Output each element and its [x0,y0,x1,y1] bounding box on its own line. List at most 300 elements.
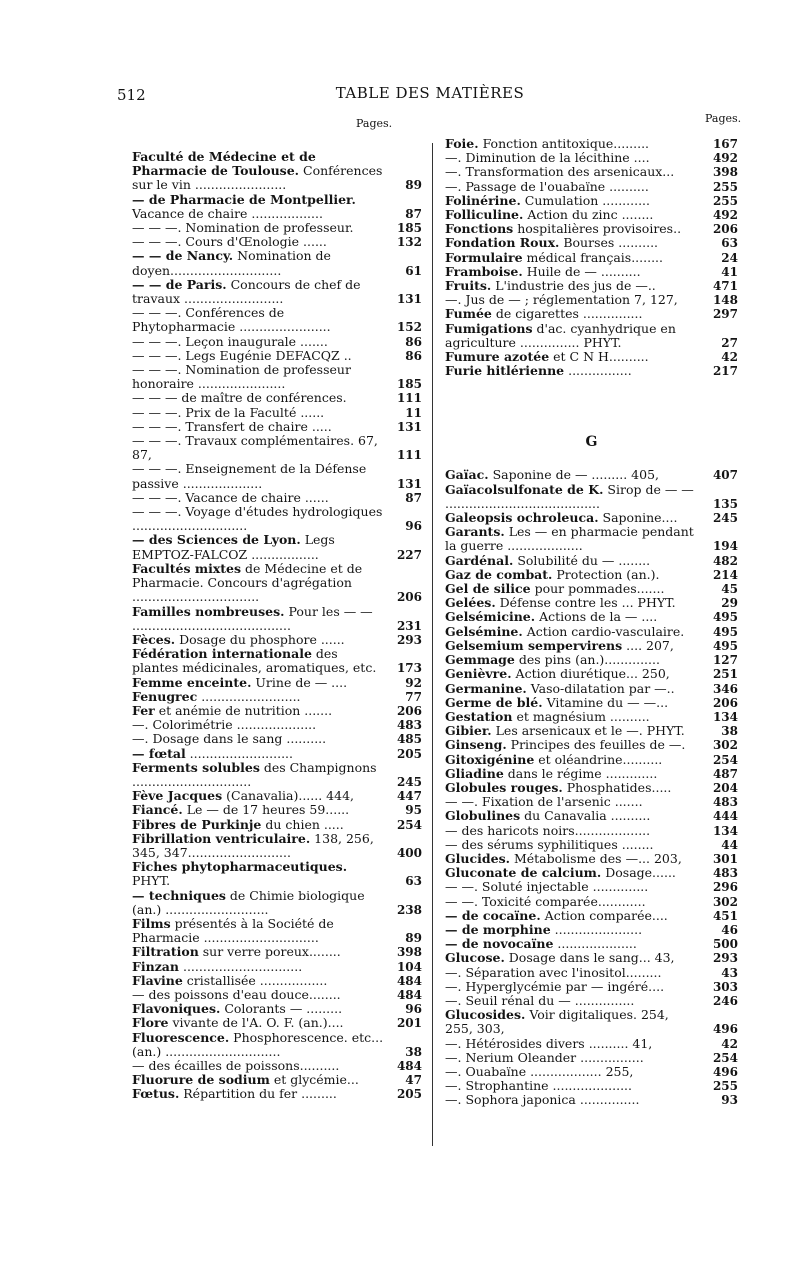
index-entry [132,605,422,633]
entry-text [445,653,700,667]
index-entry [445,653,738,667]
entry-page-number: 38 [721,724,738,739]
entry-text [132,335,384,349]
index-entry [132,647,422,675]
index-entry [445,194,738,208]
entry-page-number: 41 [721,264,738,279]
entry-heading: Fluorescence. [132,1029,230,1045]
entry-page-number: 173 [396,661,422,676]
entry-description: —. Sophora japonica ............... [445,1092,640,1108]
index-entry [445,767,738,781]
entry-page-number: 254 [396,817,422,832]
entry-text [445,364,700,378]
entry-heading: Familles nombreuses. [132,603,285,619]
entry-heading: Gelsémine. [445,623,523,639]
entry-description: PHYT. [132,873,171,889]
entry-description: Phosphorescence. etc... (an.) ............................. [132,1029,384,1059]
entry-text [445,1093,700,1107]
entry-page-number: 496 [712,1064,738,1079]
index-entry [445,151,738,165]
index-entry [445,208,738,222]
index-entry [445,625,738,639]
entry-text [132,718,384,732]
entry-page-number: 407 [712,468,738,483]
entry-description: — — —. Vacance de chaire ...... [132,489,329,505]
entry-heading: Gestation [445,708,513,724]
entry-page-number: 185 [396,221,422,236]
entry-description: —. Hyperglycémie par — ingéré.... [445,978,665,994]
entry-text [445,1037,700,1051]
index-entry [132,676,422,690]
index-entry [132,505,422,533]
index-entry [445,923,738,937]
index-entry [445,1051,738,1065]
running-title: TABLE DES MATIÈRES [335,84,525,102]
entry-heading: Glucose. [445,950,505,966]
entry-description: — — —. Travaux complémentaires. 67, 87, [132,433,378,463]
entry-text [445,279,700,293]
entry-description: cristallisée ................. [182,972,328,988]
entry-page-number: 61 [405,263,422,278]
index-entry [445,364,738,378]
entry-text [445,322,700,350]
entry-description: — — —. Cours d'Œnologie ...... [132,234,327,250]
entry-page-number: 495 [712,624,738,639]
entry-text [445,596,700,610]
entry-description: —. Nerium Oleander ................ [445,1049,644,1065]
index-entry [132,533,422,561]
entry-page-number: 483 [712,795,738,810]
entry-description: — — —. Prix de la Faculté ...... [132,404,325,420]
index-entry [132,150,422,193]
entry-page-number: 27 [721,335,738,350]
entry-heading: Flavine [132,972,183,988]
entry-text [132,860,384,888]
column-divider [432,143,433,1146]
entry-description: Action diurétique... 250, [511,666,670,682]
entry-description: —. Colorimétrie .................... [132,717,317,733]
entry-heading: — — de Nancy. [132,248,234,264]
index-entry [445,966,738,980]
entry-page-number: 127 [712,653,738,668]
entry-page-number: 297 [712,307,738,322]
index-entry [445,1037,738,1051]
entry-description: médical français........ [522,249,663,265]
entry-text [445,937,700,951]
entry-description: Urine de — .... [251,674,348,690]
index-entry [445,809,738,823]
entry-description: L'industrie des jus de —.. [491,278,656,294]
index-entry [132,1073,422,1087]
entry-text [132,747,384,761]
index-entry [132,860,422,888]
entry-page-number: 131 [396,476,422,491]
index-entry [445,724,738,738]
entry-heading: Gaz de combat. [445,566,553,582]
entry-description: Dosage dans le sang... 43, [504,950,675,966]
entry-page-number: 492 [712,208,738,223]
entry-page-number: 447 [396,789,422,804]
entry-description: Concours de chef de travaux ......................... [132,276,361,307]
index-entry [132,335,422,349]
entry-description: .......................... [185,745,293,761]
entry-text [132,491,384,505]
index-entry [445,525,738,553]
index-entry [445,511,738,525]
entry-text [445,568,700,582]
entry-description: — — —. Voyage d'études hydrologiques ............................. [132,504,383,534]
entry-heading: Garants. [445,524,505,540]
index-entry [445,795,738,809]
entry-page-number: 245 [396,774,422,789]
entry-text [132,505,384,533]
entry-text [445,852,700,866]
entry-heading: Germanine. [445,680,527,696]
entry-heading: Glucosides. [445,1007,526,1023]
entry-text [445,753,700,767]
entry-description: et magnésium .......... [512,708,650,724]
entry-page-number: 89 [405,931,422,946]
entry-text [132,1031,384,1059]
entry-description: —. Jus de — ; réglementation 7, 127, [445,292,678,308]
entry-heading: Gemmage [445,652,515,668]
entry-page-number: 92 [405,675,422,690]
index-entry [132,690,422,704]
index-entry [132,1016,422,1030]
entry-heading: Glucides. [445,850,510,866]
entry-description: — des écailles de poissons.......... [132,1058,340,1073]
index-entry [132,988,422,1002]
index-entry [132,462,422,490]
entry-text [445,251,700,265]
index-entry [445,852,738,866]
entry-description: Pour les — — ........................................ [132,603,373,633]
entry-heading: Gibier. [445,723,492,739]
entry-heading: Gaïac. [445,467,489,483]
index-entry [132,193,422,221]
entry-description: vivante de l'A. O. F. (an.).... [168,1015,344,1031]
entry-description: — — —. Transfert de chaire ..... [132,418,332,434]
entry-text [445,710,700,724]
entry-heading: Finzan [132,958,179,974]
entry-heading: Foie. [445,136,479,151]
entry-page-number: 63 [721,236,738,251]
entry-heading: Gaïacolsulfonate de K. [445,481,604,497]
entry-heading: Fluorure de sodium [132,1072,270,1088]
index-entry [445,951,738,965]
entry-text [445,1079,700,1093]
entry-text [132,391,384,405]
entry-description: — —. Fixation de l'arsenic ....... [445,794,643,810]
entry-text [445,293,700,307]
index-entry [132,747,422,761]
entry-description: Actions de la — .... [535,609,658,625]
entry-text [445,724,700,738]
entry-description: — des sérums syphilitiques ........ [445,836,654,852]
entry-description: —. Strophantine .................... [445,1078,632,1094]
entry-heading: Globulines [445,808,521,824]
entry-page-number: 495 [712,638,738,653]
entry-text [445,696,700,710]
entry-description: Nomination de doyen............................ [132,248,331,278]
entry-description: Protection (an.). [552,566,660,582]
entry-description: Principes des feuilles de —. [506,737,686,753]
entry-text [445,1065,700,1079]
entry-page-number: 206 [712,222,738,237]
entry-text [445,809,700,823]
index-entry [445,554,738,568]
entry-text [445,468,700,482]
entry-text [445,194,700,208]
entry-heading: Fœtus. [132,1086,180,1102]
entry-description: Colorants — ......... [220,1001,343,1017]
entry-text [445,350,700,364]
entry-text [445,909,700,923]
entry-page-number: 185 [396,377,422,392]
entry-heading: — de morphine [445,921,551,937]
entry-heading: Films [132,915,171,931]
index-entry [132,349,422,363]
entry-heading: Gelées. [445,595,496,611]
entry-page-number: 487 [712,766,738,781]
entry-page-number: 471 [712,279,738,294]
entry-description: Le — de 17 heures 59...... [182,802,350,818]
index-entry [445,667,738,681]
index-entry [445,710,738,724]
entry-description: —. Dosage dans le sang .......... [132,731,327,747]
entry-description: d'ac. cyanhydrique en agriculture ............... PHYT. [445,320,676,350]
entry-description: Métabolisme des —... 203, [509,850,682,866]
index-entry [445,1065,738,1079]
entry-page-number: 251 [712,667,738,682]
entry-description: — —. Soluté injectable .............. [445,879,649,895]
entry-text [132,761,384,789]
entry-description: Action comparée.... [540,907,668,923]
entry-text [132,1059,384,1073]
entry-description: .... 207, [622,637,674,653]
entry-description: et C N H.......... [549,349,649,365]
entry-description: Les — en pharmacie pendant la guerre ................... [445,524,694,554]
entry-description: des plantes médicinales, aromatiques, etc. [132,646,377,676]
entry-text [445,767,700,781]
entry-heading: Genièvre. [445,666,512,682]
entry-description: — — — de maître de conférences. [132,390,347,406]
entry-heading: Fumée [445,306,492,322]
entry-page-number: 43 [721,965,738,980]
entry-page-number: 148 [712,293,738,308]
entry-page-number: 42 [721,350,738,365]
index-entry [445,866,738,880]
entry-page-number: 496 [712,1022,738,1037]
entry-text [445,738,700,752]
index-entry [445,738,738,752]
entry-page-number: 205 [396,746,422,761]
entry-description: Solubilité du — ........ [513,552,651,568]
index-entry [132,278,422,306]
index-entry [132,818,422,832]
entry-description: — des haricots noirs................... [445,822,651,838]
entry-description: Voir digitaliques. 254, 255, 303, [445,1007,669,1037]
entry-description: Bourses .......... [559,235,659,251]
entry-text [132,1073,384,1087]
entry-heading: Galeopsis ochroleuca. [445,510,599,526]
entry-page-number: 95 [405,803,422,818]
entry-description: Défense contre les ... PHYT. [495,595,676,611]
entry-page-number: 485 [396,732,422,747]
index-entry [132,832,422,860]
entry-text [445,795,700,809]
entry-page-number: 484 [396,1059,422,1073]
entry-description: Fonction antitoxique......... [478,136,650,151]
index-entry [132,1031,422,1059]
entry-text [445,951,700,965]
entry-page-number: 45 [721,582,738,597]
entry-text [445,554,700,568]
entry-page-number: 96 [405,519,422,534]
entry-text [132,434,384,462]
entry-heading: Fèces. [132,631,176,647]
entry-text [445,151,700,165]
entry-heading: Gel de silice [445,581,531,597]
index-entry [132,249,422,277]
entry-description: —. Ouabaïne .................. 255, [445,1063,634,1079]
entry-text [132,562,384,605]
entry-description: des pins (an.).............. [514,652,660,668]
entry-text [132,974,384,988]
entry-text [445,265,700,279]
entry-heading: Globules rouges. [445,779,563,795]
entry-description: Dosage du phosphore ...... [175,631,345,647]
entry-text [132,278,384,306]
entry-page-number: 134 [712,823,738,838]
entry-page-number: 89 [405,178,422,193]
entry-page-number: 231 [396,618,422,633]
entry-page-number: 204 [712,780,738,795]
entry-page-number: 500 [712,937,738,952]
entry-description: — — —. Legs Eugénie DEFACQZ .. [132,347,352,363]
entry-text [132,349,384,363]
entry-text [445,1008,700,1036]
entry-description: présentés à la Société de Pharmacie ............................. [132,915,334,946]
entry-page-number: 346 [712,681,738,696]
entry-page-number: 255 [712,1079,738,1094]
entry-description: —. Transformation des arsenicaux... [445,164,675,180]
index-entry [445,468,738,482]
entry-description: de Médecine et de Pharmacie. Concours d'agrégation ................................ [132,560,363,605]
index-entry [132,917,422,945]
index-entry [445,222,738,236]
entry-description: Action du zinc ........ [523,207,654,223]
entry-text [445,165,700,179]
entry-page-number: 93 [721,1093,738,1108]
entry-text [132,150,384,193]
entry-description: Saponine.... [598,510,678,526]
index-entry [445,1093,738,1107]
entry-text [445,180,700,194]
entry-page-number: 131 [396,292,422,307]
entry-description: ................ [564,363,632,379]
entry-heading: Femme enceinte. [132,674,252,690]
entry-page-number: 134 [712,709,738,724]
entry-heading: — fœtal [132,745,186,761]
index-entry [132,306,422,334]
entry-page-number: 398 [396,945,422,960]
index-entry [132,235,422,249]
entry-text [445,511,700,525]
entry-page-number: 47 [405,1073,422,1088]
entry-page-number: 451 [712,908,738,923]
entry-text [132,462,384,490]
index-entry [132,761,422,789]
entry-heading: Germe de blé. [445,694,543,710]
entry-description: Action cardio-vasculaire. [522,623,685,639]
entry-text [132,889,384,917]
index-entry [132,562,422,605]
entry-heading: Fibrillation ventriculaire. [132,830,311,846]
entry-description: Legs EMPTOZ-FALCOZ ................. [132,532,335,562]
index-entry [445,909,738,923]
entry-text [445,222,700,236]
index-entry [445,937,738,951]
entry-text [445,880,700,894]
entry-description: Les arsenicaux et le —. PHYT. [491,723,685,739]
entry-text [445,682,700,696]
entry-text [132,406,384,420]
entry-heading: Fédération internationale [132,646,312,662]
index-entry [445,610,738,624]
entry-text [132,1087,384,1101]
entry-description: Vacance de chaire .................. [132,205,323,221]
entry-text [445,866,700,880]
entry-text [132,732,384,746]
entry-description: du chien ..... [261,816,344,832]
index-entry [445,582,738,596]
index-entry [445,483,738,511]
entry-description: Dosage...... [601,865,676,881]
entry-description: .............................. [179,958,303,974]
index-entry [445,824,738,838]
index-entry [132,803,422,817]
index-entry [445,980,738,994]
entry-text [132,1016,384,1030]
entry-text [132,605,384,633]
entry-page-number: 484 [396,973,422,988]
entry-page-number: 87 [405,206,422,221]
entry-description: de Chimie biologique (an.) .......................... [132,887,365,917]
entry-description: Vaso-dilatation par —.. [526,680,675,696]
entry-text [132,249,384,277]
entry-text [445,610,700,624]
entry-description: sur verre poreux........ [198,944,341,960]
entry-text [132,420,384,434]
entry-text [445,980,700,994]
entry-heading: Gitoxigénine [445,751,535,767]
index-entry [132,491,422,505]
entry-page-number: 495 [712,610,738,625]
entry-heading: Fonctions [445,221,514,237]
entry-text [445,137,700,151]
entry-text [132,704,384,718]
entry-heading: Fumigations [445,320,533,336]
entry-page-number: 296 [712,880,738,895]
entry-text [132,235,384,249]
entry-description: hospitalières provisoires.. [513,221,682,237]
entry-heading: Facultés mixtes [132,560,242,576]
entry-description: Répartition du fer ......... [179,1086,337,1102]
entry-heading: Folliculine. [445,207,524,223]
entry-page-number: 301 [712,851,738,866]
entry-text [445,923,700,937]
